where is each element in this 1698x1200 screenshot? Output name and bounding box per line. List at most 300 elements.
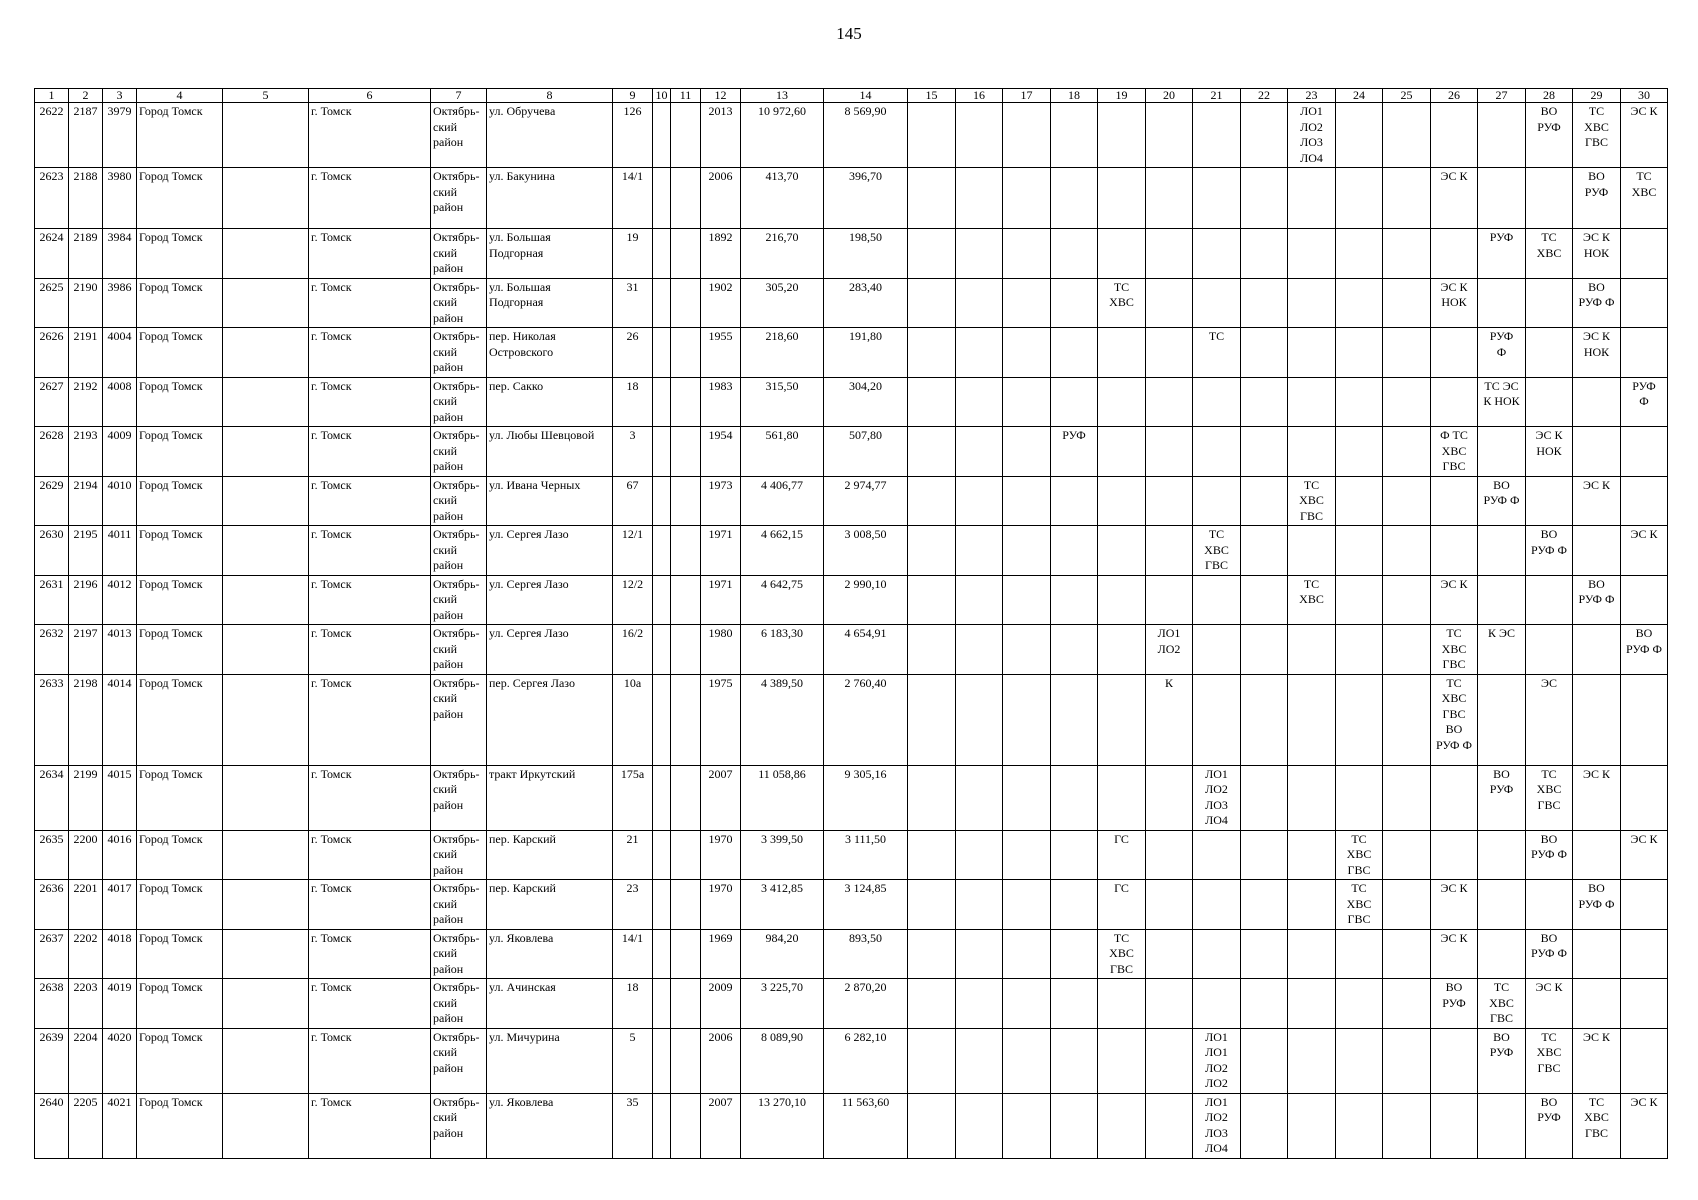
cell-col-6: г. Томск — [309, 625, 431, 675]
cell-col-7: Октябрь- ский район — [431, 830, 487, 880]
column-header-16: 16 — [956, 89, 1003, 103]
cell-col-6: г. Томск — [309, 979, 431, 1029]
cell-col-6: г. Томск — [309, 229, 431, 279]
cell-col-22 — [1241, 377, 1288, 427]
cell-col-16 — [956, 328, 1003, 378]
cell-col-12: 1970 — [701, 830, 741, 880]
cell-col-13: 4 642,75 — [741, 575, 824, 625]
cell-col-25 — [1383, 168, 1431, 229]
cell-col-1: 2628 — [35, 427, 69, 477]
cell-col-8: пер. Карский — [487, 830, 613, 880]
cell-col-12: 1954 — [701, 427, 741, 477]
cell-col-22 — [1241, 427, 1288, 477]
cell-col-25 — [1383, 929, 1431, 979]
cell-col-16 — [956, 103, 1003, 168]
cell-col-26: ЭС К — [1431, 168, 1478, 229]
cell-col-11 — [671, 168, 701, 229]
cell-col-9: 31 — [613, 278, 653, 328]
cell-col-27 — [1478, 880, 1526, 930]
cell-col-26: ВО РУФ — [1431, 979, 1478, 1029]
cell-col-30: ЭС К — [1621, 103, 1668, 168]
cell-col-4: Город Томск — [137, 880, 223, 930]
cell-col-28 — [1526, 168, 1573, 229]
cell-col-13: 561,80 — [741, 427, 824, 477]
cell-col-17 — [1003, 830, 1051, 880]
cell-col-8: ул. Любы Шевцовой — [487, 427, 613, 477]
cell-col-12: 2013 — [701, 103, 741, 168]
cell-col-11 — [671, 575, 701, 625]
column-header-2: 2 — [69, 89, 103, 103]
cell-col-27: ТС ЭС К НОК — [1478, 377, 1526, 427]
cell-col-27 — [1478, 278, 1526, 328]
cell-col-22 — [1241, 476, 1288, 526]
cell-col-28 — [1526, 625, 1573, 675]
cell-col-5 — [223, 229, 309, 279]
cell-col-9: 18 — [613, 979, 653, 1029]
table-row — [35, 377, 1668, 427]
cell-col-19 — [1098, 476, 1146, 526]
cell-col-16 — [956, 929, 1003, 979]
cell-col-18 — [1051, 880, 1098, 930]
cell-col-26: ЭС К НОК — [1431, 278, 1478, 328]
cell-col-15 — [908, 929, 956, 979]
cell-col-18 — [1051, 103, 1098, 168]
cell-col-20 — [1146, 476, 1193, 526]
cell-col-29: ТС ХВС ГВС — [1573, 103, 1621, 168]
cell-col-4: Город Томск — [137, 1028, 223, 1093]
cell-col-30: ТС ХВС — [1621, 168, 1668, 229]
cell-col-21 — [1193, 575, 1241, 625]
cell-col-27: ВО РУФ Ф — [1478, 476, 1526, 526]
cell-col-28: ЭС — [1526, 674, 1573, 765]
cell-col-22 — [1241, 328, 1288, 378]
cell-col-19 — [1098, 1093, 1146, 1158]
cell-col-4: Город Томск — [137, 575, 223, 625]
column-header-9: 9 — [613, 89, 653, 103]
cell-col-26: ЭС К — [1431, 575, 1478, 625]
cell-col-4: Город Томск — [137, 765, 223, 830]
cell-col-27 — [1478, 526, 1526, 576]
cell-col-9: 23 — [613, 880, 653, 930]
cell-col-28 — [1526, 880, 1573, 930]
cell-col-7: Октябрь- ский район — [431, 427, 487, 477]
cell-col-26 — [1431, 103, 1478, 168]
cell-col-25 — [1383, 674, 1431, 765]
cell-col-11 — [671, 674, 701, 765]
cell-col-3: 4012 — [103, 575, 137, 625]
cell-col-14: 283,40 — [824, 278, 908, 328]
cell-col-18 — [1051, 1093, 1098, 1158]
cell-col-5 — [223, 674, 309, 765]
cell-col-25 — [1383, 229, 1431, 279]
cell-col-20 — [1146, 979, 1193, 1029]
cell-col-20 — [1146, 830, 1193, 880]
cell-col-20: ЛО1 ЛО2 — [1146, 625, 1193, 675]
cell-col-30: ЭС К — [1621, 830, 1668, 880]
cell-col-12: 1983 — [701, 377, 741, 427]
cell-col-17 — [1003, 328, 1051, 378]
cell-col-13: 4 406,77 — [741, 476, 824, 526]
cell-col-8: ул. Сергея Лазо — [487, 625, 613, 675]
column-header-24: 24 — [1336, 89, 1383, 103]
cell-col-12: 2007 — [701, 1093, 741, 1158]
cell-col-3: 4009 — [103, 427, 137, 477]
cell-col-1: 2638 — [35, 979, 69, 1029]
cell-col-21: ТС — [1193, 328, 1241, 378]
cell-col-2: 2188 — [69, 168, 103, 229]
cell-col-13: 3 399,50 — [741, 830, 824, 880]
cell-col-7: Октябрь- ский район — [431, 929, 487, 979]
cell-col-8: ул. Большая Подгорная — [487, 278, 613, 328]
cell-col-25 — [1383, 979, 1431, 1029]
cell-col-11 — [671, 526, 701, 576]
cell-col-15 — [908, 979, 956, 1029]
cell-col-29 — [1573, 674, 1621, 765]
cell-col-7: Октябрь- ский район — [431, 526, 487, 576]
cell-col-30 — [1621, 427, 1668, 477]
cell-col-29: ЭС К — [1573, 765, 1621, 830]
cell-col-8: ул. Яковлева — [487, 929, 613, 979]
column-header-28: 28 — [1526, 89, 1573, 103]
cell-col-15 — [908, 377, 956, 427]
cell-col-27: РУФ — [1478, 229, 1526, 279]
cell-col-17 — [1003, 765, 1051, 830]
cell-col-20 — [1146, 377, 1193, 427]
cell-col-8: ул. Бакунина — [487, 168, 613, 229]
cell-col-1: 2626 — [35, 328, 69, 378]
table-row — [35, 427, 1668, 477]
page-number: 145 — [836, 24, 862, 43]
cell-col-28 — [1526, 278, 1573, 328]
cell-col-18 — [1051, 575, 1098, 625]
cell-col-9: 26 — [613, 328, 653, 378]
cell-col-11 — [671, 1093, 701, 1158]
cell-col-17 — [1003, 575, 1051, 625]
cell-col-25 — [1383, 575, 1431, 625]
cell-col-9: 126 — [613, 103, 653, 168]
cell-col-18 — [1051, 674, 1098, 765]
column-header-11: 11 — [671, 89, 701, 103]
cell-col-26 — [1431, 377, 1478, 427]
cell-col-4: Город Томск — [137, 377, 223, 427]
table-row — [35, 103, 1668, 168]
column-header-14: 14 — [824, 89, 908, 103]
cell-col-6: г. Томск — [309, 1028, 431, 1093]
cell-col-4: Город Томск — [137, 328, 223, 378]
cell-col-7: Октябрь- ский район — [431, 765, 487, 830]
cell-col-12: 1971 — [701, 526, 741, 576]
cell-col-4: Город Томск — [137, 427, 223, 477]
cell-col-1: 2627 — [35, 377, 69, 427]
cell-col-1: 2632 — [35, 625, 69, 675]
cell-col-7: Октябрь- ский район — [431, 625, 487, 675]
cell-col-6: г. Томск — [309, 476, 431, 526]
cell-col-3: 4017 — [103, 880, 137, 930]
cell-col-25 — [1383, 765, 1431, 830]
cell-col-22 — [1241, 929, 1288, 979]
cell-col-3: 4018 — [103, 929, 137, 979]
cell-col-14: 3 008,50 — [824, 526, 908, 576]
cell-col-2: 2196 — [69, 575, 103, 625]
table-row — [35, 328, 1668, 378]
column-header-3: 3 — [103, 89, 137, 103]
cell-col-30 — [1621, 328, 1668, 378]
cell-col-7: Октябрь- ский район — [431, 575, 487, 625]
cell-col-29: ТС ХВС ГВС — [1573, 1093, 1621, 1158]
cell-col-26: ЭС К — [1431, 929, 1478, 979]
cell-col-28: ВО РУФ Ф — [1526, 830, 1573, 880]
cell-col-17 — [1003, 278, 1051, 328]
cell-col-28: ТС ХВС ГВС — [1526, 1028, 1573, 1093]
cell-col-20 — [1146, 765, 1193, 830]
cell-col-23 — [1288, 830, 1336, 880]
cell-col-18 — [1051, 328, 1098, 378]
cell-col-11 — [671, 1028, 701, 1093]
cell-col-8: ул. Большая Подгорная — [487, 229, 613, 279]
cell-col-13: 305,20 — [741, 278, 824, 328]
cell-col-21 — [1193, 880, 1241, 930]
cell-col-25 — [1383, 625, 1431, 675]
cell-col-14: 507,80 — [824, 427, 908, 477]
cell-col-29: ВО РУФ — [1573, 168, 1621, 229]
cell-col-25 — [1383, 1093, 1431, 1158]
cell-col-30 — [1621, 1028, 1668, 1093]
cell-col-5 — [223, 103, 309, 168]
cell-col-20 — [1146, 929, 1193, 979]
column-header-29: 29 — [1573, 89, 1621, 103]
cell-col-4: Город Томск — [137, 168, 223, 229]
cell-col-1: 2629 — [35, 476, 69, 526]
cell-col-21 — [1193, 377, 1241, 427]
cell-col-15 — [908, 526, 956, 576]
cell-col-2: 2193 — [69, 427, 103, 477]
cell-col-11 — [671, 328, 701, 378]
cell-col-26 — [1431, 328, 1478, 378]
cell-col-7: Октябрь- ский район — [431, 979, 487, 1029]
cell-col-18 — [1051, 1028, 1098, 1093]
table-row — [35, 830, 1668, 880]
cell-col-20: К — [1146, 674, 1193, 765]
cell-col-24 — [1336, 278, 1383, 328]
cell-col-6: г. Томск — [309, 168, 431, 229]
cell-col-9: 67 — [613, 476, 653, 526]
cell-col-18: РУФ — [1051, 427, 1098, 477]
cell-col-12: 1980 — [701, 625, 741, 675]
cell-col-27 — [1478, 103, 1526, 168]
cell-col-25 — [1383, 1028, 1431, 1093]
table-row — [35, 278, 1668, 328]
cell-col-13: 3 412,85 — [741, 880, 824, 930]
cell-col-1: 2639 — [35, 1028, 69, 1093]
cell-col-17 — [1003, 674, 1051, 765]
cell-col-4: Город Томск — [137, 830, 223, 880]
cell-col-30: ЭС К — [1621, 1093, 1668, 1158]
cell-col-23: ЛО1 ЛО2 ЛО3 ЛО4 — [1288, 103, 1336, 168]
cell-col-5 — [223, 526, 309, 576]
cell-col-20 — [1146, 103, 1193, 168]
cell-col-29 — [1573, 526, 1621, 576]
cell-col-1: 2625 — [35, 278, 69, 328]
cell-col-16 — [956, 1028, 1003, 1093]
cell-col-7: Октябрь- ский район — [431, 229, 487, 279]
cell-col-24 — [1336, 1093, 1383, 1158]
cell-col-21 — [1193, 929, 1241, 979]
cell-col-10 — [653, 168, 671, 229]
cell-col-9: 12/2 — [613, 575, 653, 625]
cell-col-28: ВО РУФ — [1526, 1093, 1573, 1158]
cell-col-23 — [1288, 526, 1336, 576]
cell-col-16 — [956, 427, 1003, 477]
cell-col-2: 2202 — [69, 929, 103, 979]
cell-col-7: Октябрь- ский район — [431, 476, 487, 526]
column-header-30: 30 — [1621, 89, 1668, 103]
cell-col-16 — [956, 229, 1003, 279]
cell-col-2: 2199 — [69, 765, 103, 830]
cell-col-24 — [1336, 328, 1383, 378]
cell-col-13: 3 225,70 — [741, 979, 824, 1029]
column-header-26: 26 — [1431, 89, 1478, 103]
cell-col-1: 2636 — [35, 880, 69, 930]
table-row — [35, 1093, 1668, 1158]
cell-col-8: ул. Мичурина — [487, 1028, 613, 1093]
cell-col-18 — [1051, 979, 1098, 1029]
cell-col-10 — [653, 526, 671, 576]
cell-col-30 — [1621, 765, 1668, 830]
cell-col-11 — [671, 979, 701, 1029]
cell-col-16 — [956, 278, 1003, 328]
cell-col-30: РУФ Ф — [1621, 377, 1668, 427]
cell-col-21: ТС ХВС ГВС — [1193, 526, 1241, 576]
cell-col-2: 2198 — [69, 674, 103, 765]
cell-col-15 — [908, 575, 956, 625]
cell-col-30 — [1621, 674, 1668, 765]
cell-col-23: ТС ХВС ГВС — [1288, 476, 1336, 526]
cell-col-19 — [1098, 674, 1146, 765]
cell-col-9: 12/1 — [613, 526, 653, 576]
cell-col-8: тракт Иркутский — [487, 765, 613, 830]
cell-col-1: 2631 — [35, 575, 69, 625]
cell-col-3: 4008 — [103, 377, 137, 427]
cell-col-7: Октябрь- ский район — [431, 377, 487, 427]
cell-col-22 — [1241, 1093, 1288, 1158]
cell-col-3: 3986 — [103, 278, 137, 328]
cell-col-1: 2633 — [35, 674, 69, 765]
cell-col-12: 2006 — [701, 168, 741, 229]
cell-col-13: 10 972,60 — [741, 103, 824, 168]
cell-col-30 — [1621, 929, 1668, 979]
column-header-23: 23 — [1288, 89, 1336, 103]
cell-col-21 — [1193, 830, 1241, 880]
cell-col-24 — [1336, 674, 1383, 765]
cell-col-23 — [1288, 674, 1336, 765]
cell-col-16 — [956, 674, 1003, 765]
cell-col-14: 304,20 — [824, 377, 908, 427]
cell-col-7: Октябрь- ский район — [431, 278, 487, 328]
cell-col-17 — [1003, 526, 1051, 576]
cell-col-25 — [1383, 328, 1431, 378]
cell-col-29 — [1573, 929, 1621, 979]
cell-col-4: Город Томск — [137, 929, 223, 979]
cell-col-28 — [1526, 476, 1573, 526]
cell-col-28: ВО РУФ Ф — [1526, 929, 1573, 979]
cell-col-10 — [653, 377, 671, 427]
cell-col-9: 3 — [613, 427, 653, 477]
cell-col-18 — [1051, 278, 1098, 328]
cell-col-24 — [1336, 575, 1383, 625]
cell-col-2: 2191 — [69, 328, 103, 378]
cell-col-30 — [1621, 229, 1668, 279]
cell-col-26: ЭС К — [1431, 880, 1478, 930]
cell-col-2: 2189 — [69, 229, 103, 279]
cell-col-19 — [1098, 427, 1146, 477]
cell-col-17 — [1003, 1028, 1051, 1093]
cell-col-10 — [653, 830, 671, 880]
table-row — [35, 1028, 1668, 1093]
cell-col-7: Октябрь- ский район — [431, 674, 487, 765]
cell-col-5 — [223, 377, 309, 427]
cell-col-5 — [223, 476, 309, 526]
cell-col-20 — [1146, 278, 1193, 328]
cell-col-29: ЭС К НОК — [1573, 229, 1621, 279]
cell-col-16 — [956, 1093, 1003, 1158]
cell-col-25 — [1383, 427, 1431, 477]
cell-col-27 — [1478, 929, 1526, 979]
cell-col-11 — [671, 103, 701, 168]
cell-col-1: 2630 — [35, 526, 69, 576]
cell-col-21 — [1193, 674, 1241, 765]
cell-col-13: 13 270,10 — [741, 1093, 824, 1158]
cell-col-20 — [1146, 1093, 1193, 1158]
table-row — [35, 476, 1668, 526]
cell-col-22 — [1241, 765, 1288, 830]
column-header-6: 6 — [309, 89, 431, 103]
cell-col-1: 2640 — [35, 1093, 69, 1158]
cell-col-29: ВО РУФ Ф — [1573, 880, 1621, 930]
cell-col-7: Октябрь- ский район — [431, 328, 487, 378]
cell-col-18 — [1051, 929, 1098, 979]
cell-col-5 — [223, 575, 309, 625]
cell-col-5 — [223, 168, 309, 229]
cell-col-9: 10а — [613, 674, 653, 765]
cell-col-29 — [1573, 830, 1621, 880]
cell-col-23 — [1288, 979, 1336, 1029]
cell-col-15 — [908, 476, 956, 526]
cell-col-23 — [1288, 929, 1336, 979]
cell-col-16 — [956, 168, 1003, 229]
cell-col-26 — [1431, 765, 1478, 830]
cell-col-21 — [1193, 476, 1241, 526]
cell-col-11 — [671, 476, 701, 526]
cell-col-28 — [1526, 575, 1573, 625]
cell-col-24 — [1336, 427, 1383, 477]
cell-col-9: 5 — [613, 1028, 653, 1093]
column-header-5: 5 — [223, 89, 309, 103]
cell-col-27: ВО РУФ — [1478, 1028, 1526, 1093]
cell-col-20 — [1146, 427, 1193, 477]
cell-col-29: ЭС К — [1573, 476, 1621, 526]
cell-col-1: 2622 — [35, 103, 69, 168]
cell-col-9: 16/2 — [613, 625, 653, 675]
cell-col-17 — [1003, 1093, 1051, 1158]
cell-col-4: Город Томск — [137, 278, 223, 328]
cell-col-16 — [956, 880, 1003, 930]
cell-col-14: 2 974,77 — [824, 476, 908, 526]
cell-col-27: РУФ Ф — [1478, 328, 1526, 378]
cell-col-26 — [1431, 1093, 1478, 1158]
cell-col-3: 4016 — [103, 830, 137, 880]
cell-col-30: ВО РУФ Ф — [1621, 625, 1668, 675]
cell-col-21 — [1193, 103, 1241, 168]
